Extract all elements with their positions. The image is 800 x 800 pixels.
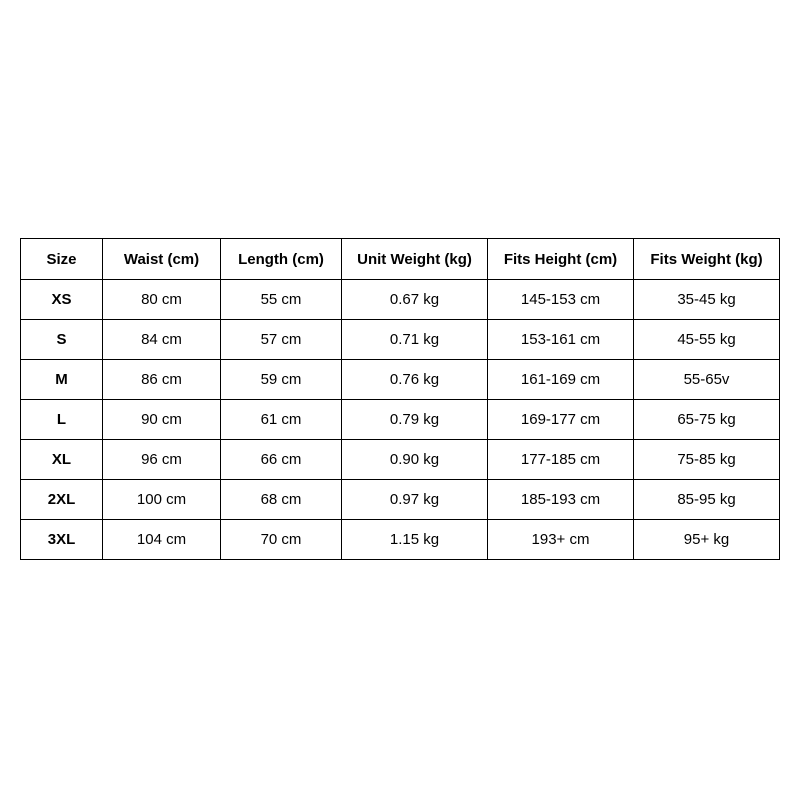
table-row (21, 480, 780, 520)
table-row (21, 440, 780, 480)
header-unit-weight: Unit Weight (kg) (342, 239, 488, 280)
size-cell: XL (21, 440, 103, 480)
size-cell: XS (21, 280, 103, 320)
size-cell: L (21, 400, 103, 440)
fits-height-cell: 185-193 cm (488, 480, 634, 520)
fits-weight-cell: 95+ kg (634, 520, 780, 560)
length-cell: 61 cm (221, 400, 342, 440)
waist-cell: 100 cm (103, 480, 221, 520)
size-cell: 3XL (21, 520, 103, 560)
fits-weight-cell: 35-45 kg (634, 280, 780, 320)
fits-weight-cell: 45-55 kg (634, 320, 780, 360)
header-waist: Waist (cm) (103, 239, 221, 280)
length-cell: 70 cm (221, 520, 342, 560)
length-cell: 68 cm (221, 480, 342, 520)
unit-weight-cell: 0.71 kg (342, 320, 488, 360)
length-cell: 55 cm (221, 280, 342, 320)
unit-weight-cell: 0.67 kg (342, 280, 488, 320)
waist-cell: 90 cm (103, 400, 221, 440)
unit-weight-cell: 0.79 kg (342, 400, 488, 440)
length-cell: 59 cm (221, 360, 342, 400)
fits-weight-cell: 55-65v (634, 360, 780, 400)
header-fits-height: Fits Height (cm) (488, 239, 634, 280)
header-size: Size (21, 239, 103, 280)
fits-weight-cell: 65-75 kg (634, 400, 780, 440)
header-row (21, 239, 780, 280)
table-row (21, 520, 780, 560)
fits-height-cell: 145-153 cm (488, 280, 634, 320)
size-chart-table (20, 238, 780, 560)
length-cell: 57 cm (221, 320, 342, 360)
waist-cell: 104 cm (103, 520, 221, 560)
fits-height-cell: 193+ cm (488, 520, 634, 560)
table-row (21, 400, 780, 440)
fits-height-cell: 153-161 cm (488, 320, 634, 360)
table-row (21, 280, 780, 320)
fits-weight-cell: 75-85 kg (634, 440, 780, 480)
unit-weight-cell: 0.76 kg (342, 360, 488, 400)
size-chart-body (21, 280, 780, 560)
fits-weight-cell: 85-95 kg (634, 480, 780, 520)
fits-height-cell: 169-177 cm (488, 400, 634, 440)
table-row (21, 320, 780, 360)
header-length: Length (cm) (221, 239, 342, 280)
size-cell: 2XL (21, 480, 103, 520)
size-cell: M (21, 360, 103, 400)
header-fits-weight: Fits Weight (kg) (634, 239, 780, 280)
fits-height-cell: 161-169 cm (488, 360, 634, 400)
fits-height-cell: 177-185 cm (488, 440, 634, 480)
waist-cell: 84 cm (103, 320, 221, 360)
unit-weight-cell: 0.97 kg (342, 480, 488, 520)
size-chart-header (21, 239, 780, 280)
length-cell: 66 cm (221, 440, 342, 480)
unit-weight-cell: 1.15 kg (342, 520, 488, 560)
waist-cell: 96 cm (103, 440, 221, 480)
unit-weight-cell: 0.90 kg (342, 440, 488, 480)
size-cell: S (21, 320, 103, 360)
waist-cell: 80 cm (103, 280, 221, 320)
table-row (21, 360, 780, 400)
waist-cell: 86 cm (103, 360, 221, 400)
